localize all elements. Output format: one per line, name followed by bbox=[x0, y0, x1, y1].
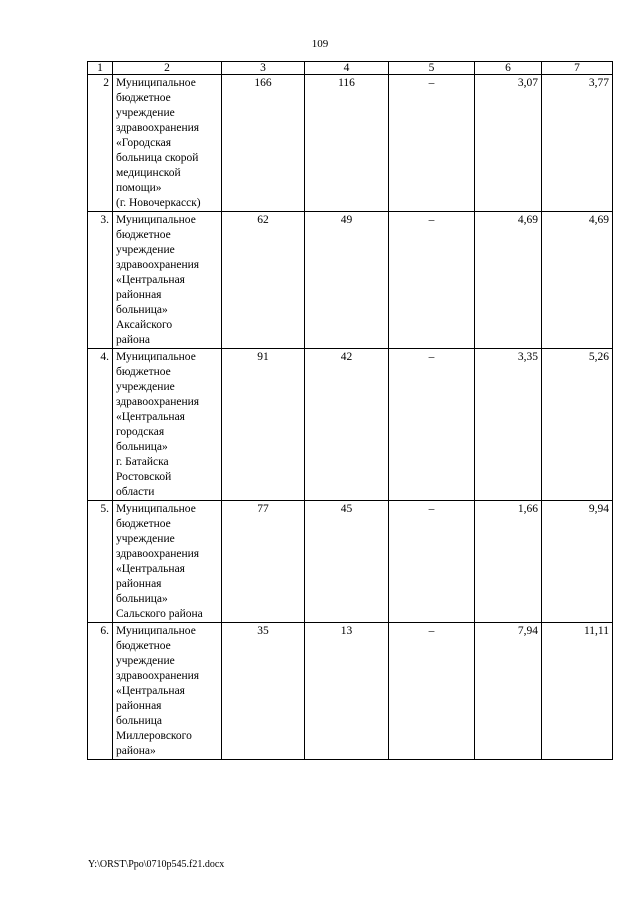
column-header: 2 bbox=[113, 62, 222, 75]
row-number: 5. bbox=[88, 501, 113, 623]
row-number: 3. bbox=[88, 212, 113, 349]
institution-name: Муниципальное бюджетное учреждение здравоохранения «Центральная районная больница» Сальского района bbox=[113, 501, 222, 623]
row-number: 6. bbox=[88, 623, 113, 760]
column-4-value: 13 bbox=[305, 623, 389, 760]
column-header: 4 bbox=[305, 62, 389, 75]
column-5-value: – bbox=[389, 212, 475, 349]
row-number: 4. bbox=[88, 349, 113, 501]
column-6-value: 7,94 bbox=[475, 623, 542, 760]
column-header: 3 bbox=[222, 62, 305, 75]
column-7-value: 5,26 bbox=[542, 349, 613, 501]
page-number: 109 bbox=[311, 38, 329, 50]
column-4-value: 49 bbox=[305, 212, 389, 349]
column-4-value: 116 bbox=[305, 75, 389, 212]
column-header: 5 bbox=[389, 62, 475, 75]
column-6-value: 3,35 bbox=[475, 349, 542, 501]
document-file-path: Y:\ORST\Ppo\0710p545.f21.docx bbox=[88, 859, 225, 870]
column-3-value: 35 bbox=[222, 623, 305, 760]
column-5-value: – bbox=[389, 75, 475, 212]
data-table bbox=[87, 61, 613, 760]
column-3-value: 91 bbox=[222, 349, 305, 501]
table-row bbox=[88, 212, 613, 349]
table-row bbox=[88, 349, 613, 501]
column-5-value: – bbox=[389, 501, 475, 623]
column-7-value: 11,11 bbox=[542, 623, 613, 760]
column-4-value: 45 bbox=[305, 501, 389, 623]
column-6-value: 1,66 bbox=[475, 501, 542, 623]
table-header-row bbox=[88, 62, 613, 75]
table-row bbox=[88, 75, 613, 212]
institution-name: Муниципальное бюджетное учреждение здравоохранения «Центральная районная больница» Аксайского района bbox=[113, 212, 222, 349]
column-4-value: 42 bbox=[305, 349, 389, 501]
column-5-value: – bbox=[389, 349, 475, 501]
column-7-value: 3,77 bbox=[542, 75, 613, 212]
column-7-value: 4,69 bbox=[542, 212, 613, 349]
column-6-value: 4,69 bbox=[475, 212, 542, 349]
institution-name: Муниципальное бюджетное учреждение здравоохранения «Центральная районная больница Миллеровского района» bbox=[113, 623, 222, 760]
column-header: 7 bbox=[542, 62, 613, 75]
column-7-value: 9,94 bbox=[542, 501, 613, 623]
institution-name: Муниципальное бюджетное учреждение здравоохранения «Центральная городская больница» г. Батайска Ростовской области bbox=[113, 349, 222, 501]
column-3-value: 166 bbox=[222, 75, 305, 212]
table-row bbox=[88, 623, 613, 760]
column-header: 1 bbox=[88, 62, 113, 75]
column-3-value: 62 bbox=[222, 212, 305, 349]
institution-name: Муниципальное бюджетное учреждение здравоохранения «Городская больница скорой медицинской помощи» (г. Новочеркасск) bbox=[113, 75, 222, 212]
table-row bbox=[88, 501, 613, 623]
row-number: 2 bbox=[88, 75, 113, 212]
column-6-value: 3,07 bbox=[475, 75, 542, 212]
column-5-value: – bbox=[389, 623, 475, 760]
column-3-value: 77 bbox=[222, 501, 305, 623]
column-header: 6 bbox=[475, 62, 542, 75]
